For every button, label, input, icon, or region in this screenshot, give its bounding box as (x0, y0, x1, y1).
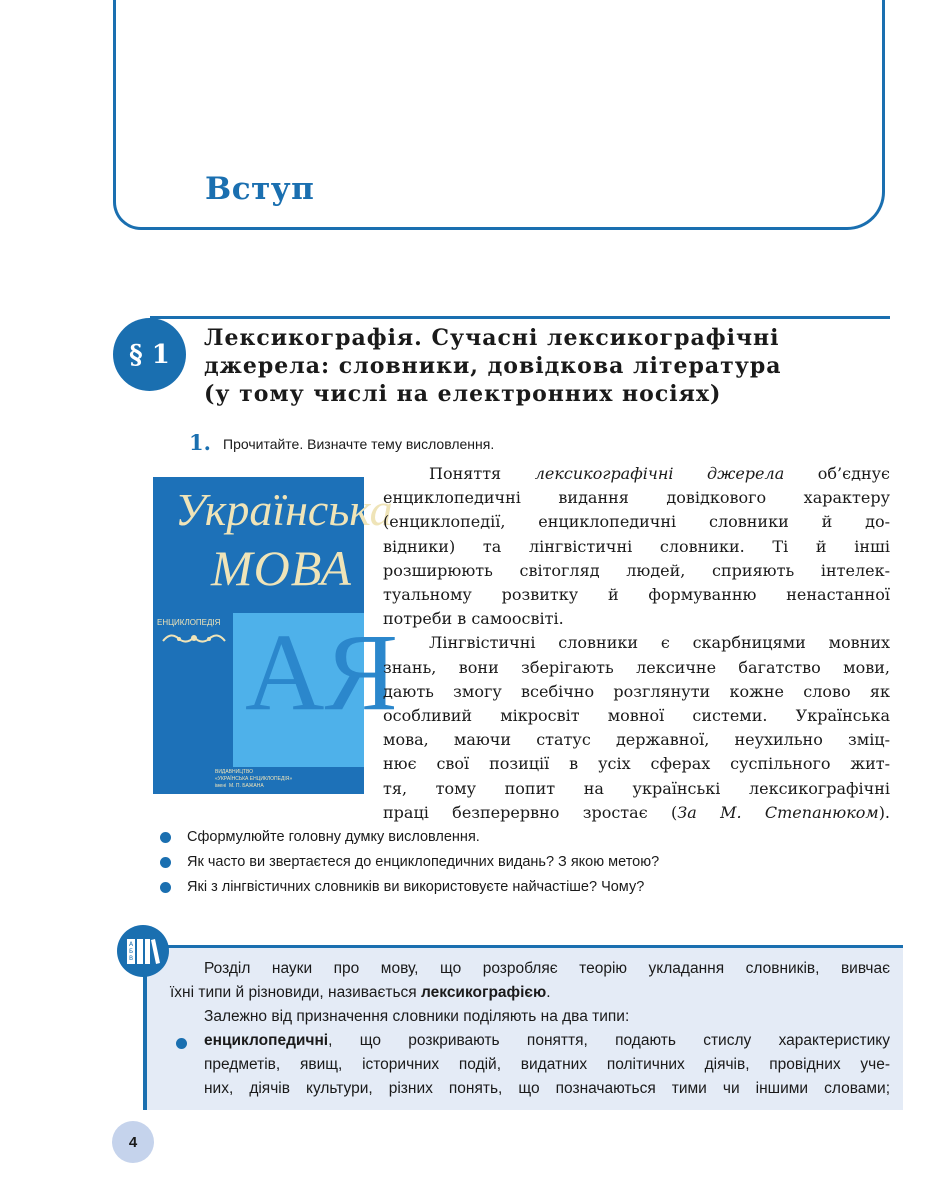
encyclopedia-cover-image (153, 477, 398, 794)
text-line: відники) та лінгвістичні словники. Ті й інші (383, 536, 890, 556)
text-line: праці безперервно зростає (За М. Степанюком). (383, 802, 891, 822)
text-line: Лінгвістичні словники є скарбницями мовних (429, 633, 890, 653)
bullet-icon (160, 882, 171, 893)
bullet-icon (160, 832, 171, 843)
rule-line: предметів, явищ, історичних подій, видатних політичних діячів, провідних уче- (204, 1056, 890, 1073)
text-line: мова, маючи статус державної, неухильно зміц- (383, 730, 890, 750)
exercise-number: 1. (189, 430, 211, 455)
text-line: тя, тому попит на українські лексикографічні (383, 778, 890, 798)
question-list (158, 826, 878, 901)
page-number: 4 (112, 1121, 154, 1163)
section-badge: § 1 (113, 318, 186, 391)
text-line: Поняття лексикографічні джерела об’єднує (429, 464, 890, 483)
list-item: Які з лінгвістичних словників ви використовуєте найчастіше? Чому? (158, 876, 878, 901)
books-glyph (125, 936, 161, 966)
exercise-task: Прочитайте. Визначте тему висловлення. (223, 436, 495, 452)
text-line: потреби в самоосвіті. (383, 609, 564, 629)
list-item: Як часто ви звертаєтеся до енциклопедичних видань? З якою метою? (158, 851, 878, 876)
rule-line: енциклопедичні, що розкривають поняття, подають стислу характеристику (204, 1032, 890, 1049)
books-icon (117, 925, 169, 977)
section-title-line: джерела: словники, довідкова література (204, 353, 782, 379)
text-line: особливий мікросвіт мовної системи. Українська (383, 706, 890, 726)
section-title (204, 324, 854, 408)
section-title-line: Лексикографія. Сучасні лексикографічні (204, 325, 780, 351)
rule-text (170, 957, 890, 1101)
reading-text (383, 462, 890, 825)
text-line: розширюють світогляд людей, сприяють інтелек- (383, 560, 890, 580)
list-item: Сформулюйте головну думку висловлення. (158, 826, 878, 851)
cover-publisher: ВИДАВНИЦТВО «УКРАЇНСЬКА ЕНЦИКЛОПЕДІЯ» імені М. П. БАЖАНА (215, 769, 293, 789)
bullet-icon (160, 857, 171, 868)
cover-ornament-icon (161, 629, 227, 647)
books-letter-b: Б (128, 948, 134, 955)
rule-line: них, діячів культури, різних понять, що позначаються тими чи іншими словами; (204, 1080, 890, 1097)
text-line: (енциклопедії, енциклопедичні словники й до- (383, 512, 890, 532)
books-letter-v: В (128, 955, 134, 962)
cover-letters: АЯ (245, 611, 398, 733)
rule-line: їхні типи й різновиди, називається лексикографією. (170, 984, 551, 1001)
intro-title: Вступ (205, 171, 315, 207)
text-line: нює свої позиції в усіх сферах суспільного жит- (383, 754, 890, 774)
cover-subtitle: ЕНЦИКЛОПЕДІЯ (157, 618, 221, 627)
cover-title-word2: МОВА (211, 540, 352, 596)
text-line: знань, вони зберігають лексичне багатство мови, (383, 657, 890, 677)
cover-title-word1: Українська (175, 484, 393, 535)
rule-line: Залежно від призначення словники поділяють на два типи: (204, 1008, 630, 1025)
books-letter-a: А (128, 941, 134, 948)
rule-line: Розділ науки про мову, що розробляє теорію укладання словників, вивчає (204, 960, 890, 977)
section-rule (150, 316, 890, 319)
text-line: туальному розвитку й формуванню ненастанної (383, 585, 890, 605)
text-line: енциклопедичні видання довідкового характеру (383, 488, 890, 508)
section-title-line: (у тому числі на електронних носіях) (204, 381, 722, 407)
text-line: дають змогу всебічно розглянути кожне слово як (383, 681, 890, 701)
